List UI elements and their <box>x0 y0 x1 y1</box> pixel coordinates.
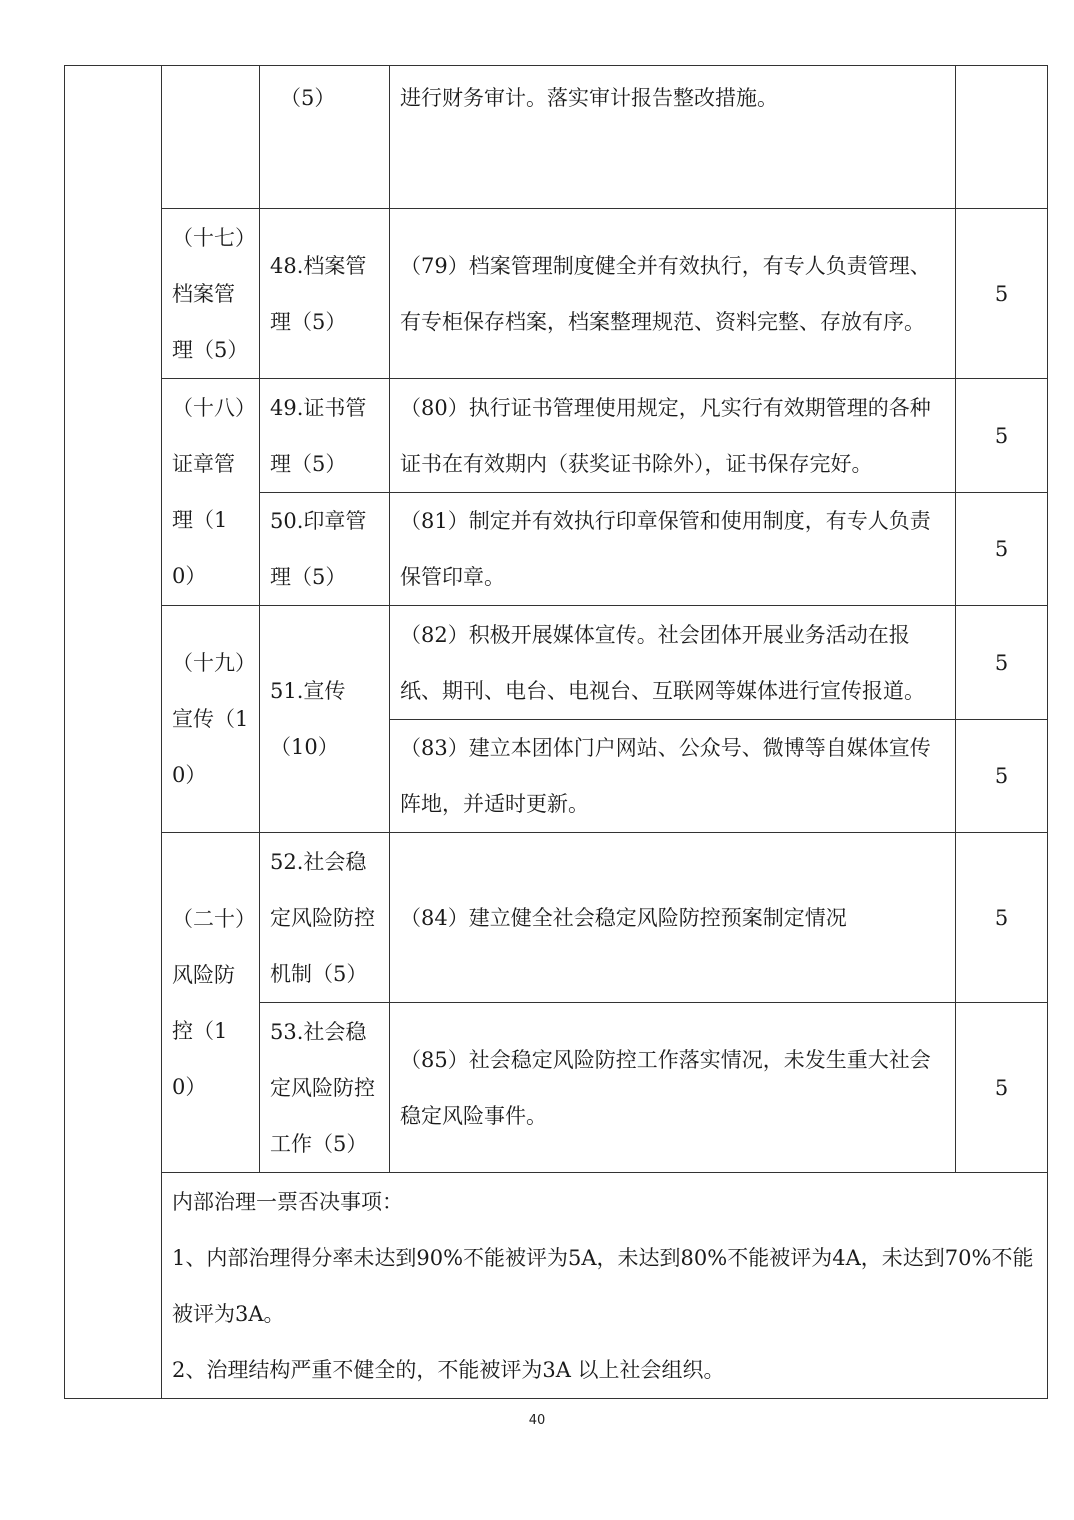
criteria-cell: （80）执行证书管理使用规定，凡实行有效期管理的各种证书在有效期内（获奖证书除外），证书保存完好。 <box>390 379 956 493</box>
category-number: （二十） <box>172 906 256 931</box>
score-cell: 5 <box>956 720 1048 833</box>
score-cell: 5 <box>956 833 1048 1003</box>
category-name: 档案管理（5） <box>172 281 249 362</box>
category-cell <box>162 209 260 379</box>
veto-title: 内部治理一票否决事项： <box>172 1189 403 1214</box>
criteria-cell: 进行财务审计。落实审计报告整改措施。 <box>390 66 956 209</box>
criteria-cell: （81）制定并有效执行印章保管和使用制度，有专人负责保管印章。 <box>390 493 956 606</box>
veto-rule-1: 1、内部治理得分率未达到90%不能被评为5A，未达到80%不能被评为4A，未达到70%不能被评为3A。 <box>172 1245 1034 1326</box>
item-cell: 48.档案管理（5） <box>260 209 390 379</box>
item-cell: 51.宣传（10） <box>260 606 390 833</box>
score-cell: 5 <box>956 379 1048 493</box>
category-number: （十八） <box>172 396 256 420</box>
category-name: 风险防控（10） <box>172 962 235 1099</box>
criteria-cell: （84）建立健全社会稳定风险防控预案制定情况 <box>390 833 956 1003</box>
table-row <box>65 209 1048 379</box>
item-cell: 53.社会稳定风险防控工作（5） <box>260 1003 390 1173</box>
veto-cell <box>162 1173 1048 1399</box>
score-cell: 5 <box>956 1003 1048 1173</box>
category-number: （十七） <box>172 225 256 250</box>
score-cell: 5 <box>956 209 1048 379</box>
page-number: 40 <box>528 1413 546 1428</box>
category-name: 宣传（10） <box>172 707 249 787</box>
criteria-cell: （79）档案管理制度健全并有效执行，有专人负责管理、有专柜保存档案，档案整理规范、资料完整、存放有序。 <box>390 209 956 379</box>
category-cell <box>162 606 260 833</box>
scoring-table <box>64 65 1048 1399</box>
score-cell: 5 <box>956 606 1048 720</box>
table-row-continued <box>65 66 1048 209</box>
veto-row <box>65 1173 1048 1399</box>
table-row <box>65 833 1048 1003</box>
score-cell <box>956 66 1048 209</box>
table-row <box>65 606 1048 720</box>
category-cell <box>162 833 260 1173</box>
category-cell-empty <box>162 66 260 209</box>
criteria-cell: （82）积极开展媒体宣传。社会团体开展业务活动在报纸、期刊、电台、电视台、互联网等媒体进行宣传报道。 <box>390 606 956 720</box>
veto-rule-2: 2、治理结构严重不健全的，不能被评为3A 以上社会组织。 <box>172 1357 725 1382</box>
item-cell: 49.证书管理（5） <box>260 379 390 493</box>
item-cell: 52.社会稳定风险防控机制（5） <box>260 833 390 1003</box>
criteria-cell: （85）社会稳定风险防控工作落实情况，未发生重大社会稳定风险事件。 <box>390 1003 956 1173</box>
item-cell: 50.印章管理（5） <box>260 493 390 606</box>
table-row <box>65 379 1048 493</box>
score-cell: 5 <box>956 493 1048 606</box>
category-number: （十九） <box>172 651 256 675</box>
first-column-cell <box>65 66 162 1399</box>
criteria-cell: （83）建立本团体门户网站、公众号、微博等自媒体宣传阵地，并适时更新。 <box>390 720 956 833</box>
category-name: 证章管理（10） <box>172 452 235 588</box>
category-cell <box>162 379 260 606</box>
item-cell: （5） <box>260 66 390 209</box>
